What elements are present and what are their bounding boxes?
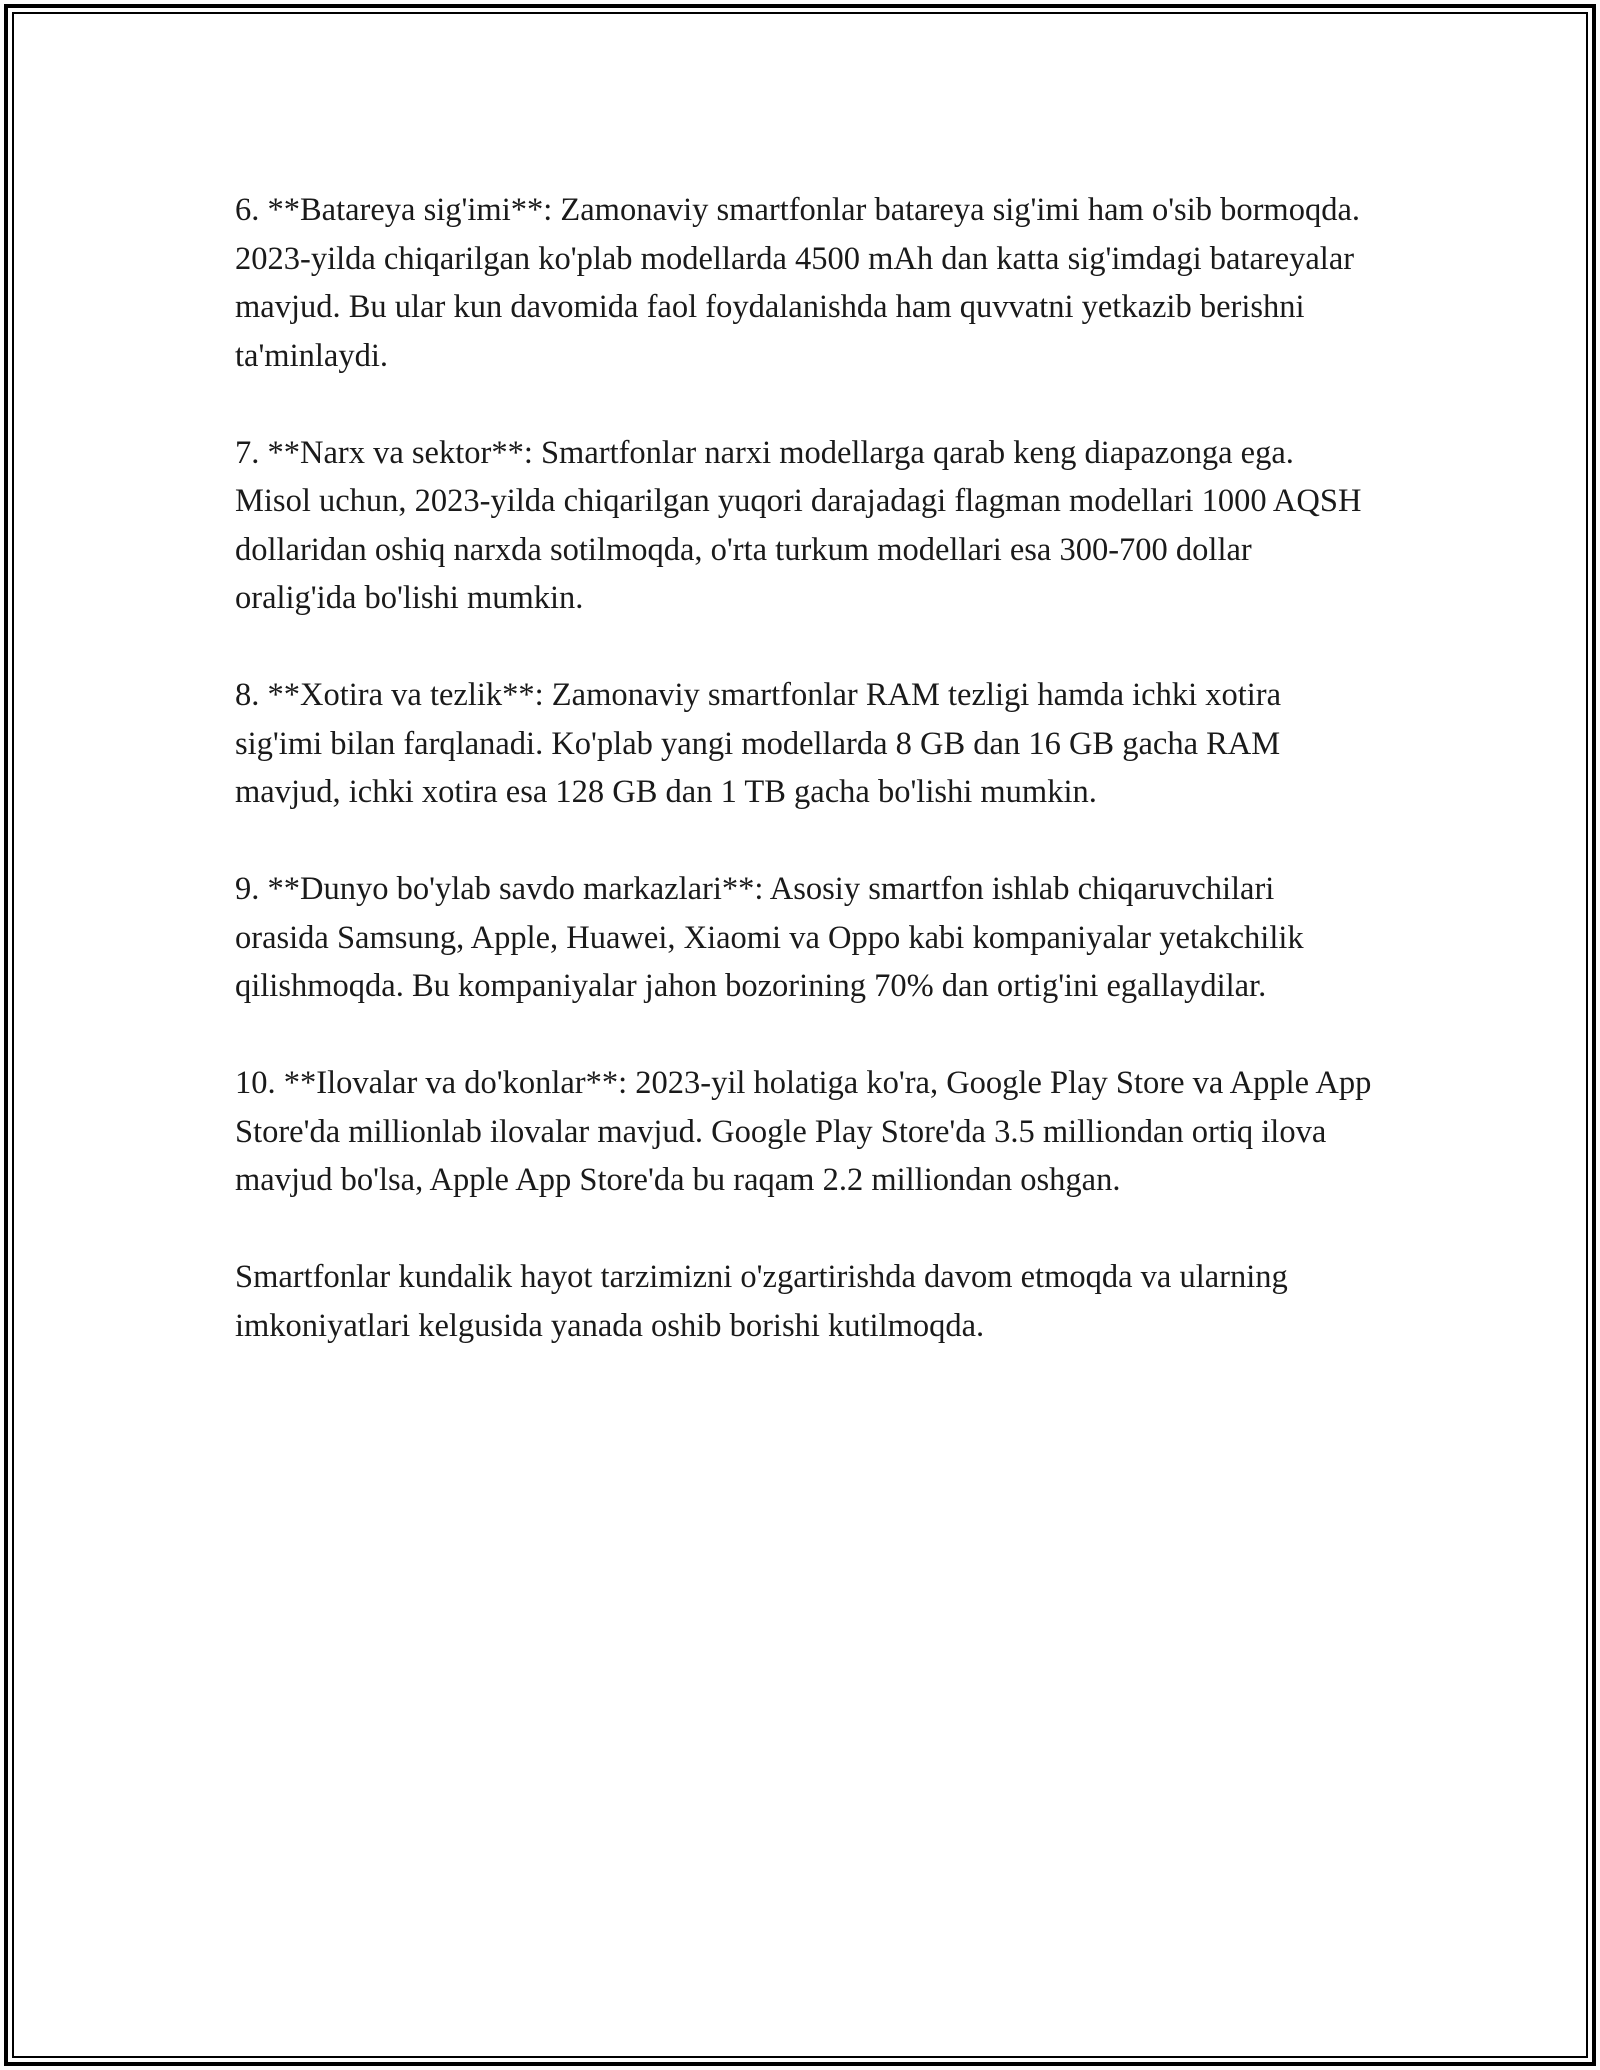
- paragraph-price: 7. **Narx va sektor**: Smartfonlar narxi modellarga qarab keng diapazonga ega. Misol uchun, 2023-yilda chiqarilgan yuqori darajadagi flagman modellari 1000 AQSH dollaridan oshiq narxda sotilmoqda, o'rta turkum modellari esa 300-700 dollar oralig'ida bo'lishi mumkin.: [235, 434, 1362, 616]
- paragraph-manufacturers: 9. **Dunyo bo'ylab savdo markazlari**: Asosiy smartfon ishlab chiqaruvchilari orasida Samsung, Apple, Huawei, Xiaomi va Oppo kabi kompaniyalar yetakchilik qilishmoqda. Bu kompaniyalar jahon bozorining 70% dan ortig'ini egallaydilar.: [235, 871, 1304, 1004]
- paragraph-conclusion: Smartfonlar kundalik hayot tarzimizni o'zgartirishda davom etmoqda va ularning imkoniyatlari kelgusida yanada oshib borishi kutilmoqda.: [235, 1259, 1288, 1344]
- paragraph-battery: 6. **Batareya sig'imi**: Zamonaviy smartfonlar batareya sig'imi ham o'sib bormoqda. 2023-yilda chiqarilgan ko'plab modellarda 4500 mAh dan katta sig'imdagi batareyalar mavjud. Bu ular kun davomida faol foydalanishda ham quvvatni yetkazib berishni ta'minlaydi.: [235, 192, 1361, 374]
- document-body: [235, 186, 1375, 1350]
- paragraph-memory: 8. **Xotira va tezlik**: Zamonaviy smartfonlar RAM tezligi hamda ichki xotira sig'imi bilan farqlanadi. Ko'plab yangi modellarda 8 GB dan 16 GB gacha RAM mavjud, ichki xotira esa 128 GB dan 1 TB gacha bo'lishi mumkin.: [235, 677, 1282, 810]
- paragraph-apps: 10. **Ilovalar va do'konlar**: 2023-yil holatiga ko'ra, Google Play Store va Apple App Store'da millionlab ilovalar mavjud. Google Play Store'da 3.5 milliondan ortiq ilova mavjud bo'lsa, Apple App Store'da bu raqam 2.2 milliondan oshgan.: [235, 1065, 1372, 1198]
